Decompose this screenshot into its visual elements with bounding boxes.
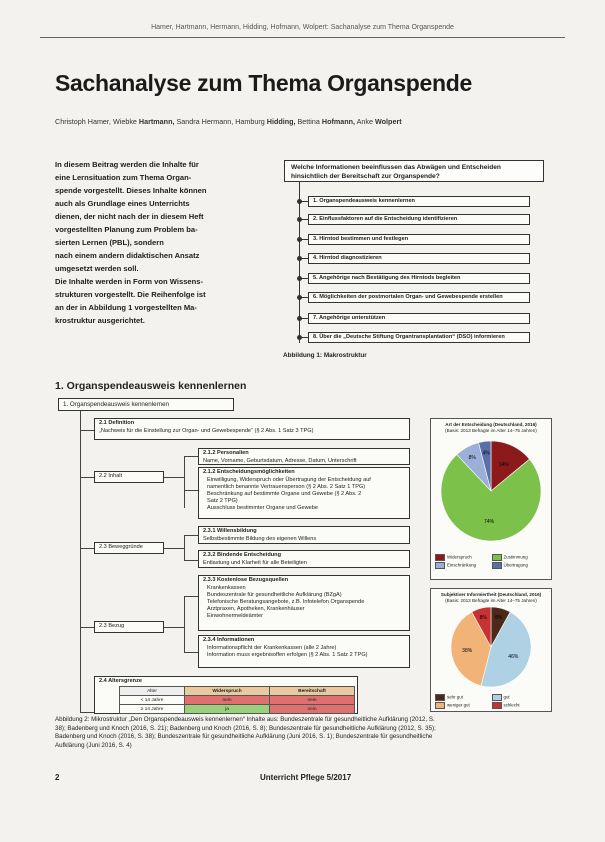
legend-swatch [492, 554, 502, 561]
node-title: 2.3.2 Bindende Entscheidung [203, 552, 282, 558]
pie-data-label: 8% [479, 614, 487, 621]
intro-line: krostruktur ausgerichtet. [55, 316, 145, 325]
intro-line: an der in Abbildung 1 vorgestellten Ma- [55, 303, 197, 312]
makro-node-dot [297, 295, 302, 300]
intro-line: eine Lernsituation zum Thema Organ- [55, 173, 192, 182]
author: Hartmann, [138, 117, 175, 126]
makro-item-5: 5. Angehörige nach Bestätigung des Hirntods begleiten [308, 273, 530, 284]
pie-data-label: 8% [495, 614, 503, 621]
intro-line: spende vorgestellt. Dieses Inhalte können [55, 186, 207, 195]
intro-line: In diesem Beitrag werden die Inhalte für [55, 160, 199, 169]
makro-node-dot [297, 276, 302, 281]
node-text: „Nachweis für die Einstellung zur Organ- und Gewebespende“ (§ 2 Abs. 1 Satz 3 TPG) [99, 428, 314, 434]
age-col-header: Bereitschaft [270, 687, 355, 696]
makro-item-4: 4. Hirntod diagnostizieren [308, 253, 530, 264]
age-col-header: Alter [120, 687, 185, 696]
age-table [119, 686, 355, 714]
node-willensbildung [198, 526, 410, 544]
author: Hidding, [266, 117, 296, 126]
caption-line: Abbildung 2: Mikrostruktur „Den Organspendeausweis kennenlernen“ Inhalte aus: Bundeszentrale für gesundheitliche Aufklärung (2012, S. [55, 716, 435, 723]
intro-line: dienen, der nicht nach der in diesem Heft [55, 212, 204, 221]
node-title: 2.3 Bezug [99, 623, 125, 629]
connector [184, 596, 185, 652]
author: Sandra Hermann, [176, 117, 234, 126]
pie-data-label: 14% [498, 461, 509, 468]
node-text: Arztpraxen, Apotheken, Krankenhäuser [207, 606, 305, 612]
makro-item-7: 7. Angehörige unterstützen [308, 313, 530, 324]
node-personalien [198, 448, 410, 465]
legend-label: gut [503, 694, 510, 700]
connector [80, 627, 94, 628]
node-text: Informationspflicht der Krankenkassen (alle 2 Jahre) [207, 645, 337, 651]
age-col-header: Widerspruch [185, 687, 270, 696]
mikro-root-box: 1. Organspendeausweis kennenlernen [58, 398, 234, 411]
legend-item [492, 702, 548, 709]
node-2-2-inhalt [94, 471, 164, 483]
connector [164, 548, 184, 549]
pie-chart-1 [431, 433, 551, 549]
connector [184, 535, 185, 560]
legend-label: Zustimmung [503, 554, 528, 560]
page-title: Sachanalyse zum Thema Organspende [55, 70, 473, 96]
intro-line: vorgestellten Planung zum Problem ba- [55, 225, 198, 234]
caption-line: Badenberg und Knoch (2016, S. 38); Bundeszentrale für gesundheitliche Aufklärung (Juni 2016, S. 1); Bundeszentrale für gesundheitliche [55, 733, 433, 741]
connector [164, 627, 184, 628]
chart-title: Subjektiver Informiertheit (Deutschland, 2016) [440, 592, 542, 597]
makro-node-dot [297, 237, 302, 242]
pie-data-label: 38% [462, 648, 473, 655]
node-text: Einwohnermeldeämter [207, 613, 263, 619]
chart-legend [431, 554, 551, 569]
figure-1-caption: Abbildung 1: Makrostruktur [283, 352, 367, 359]
makro-node-dot [297, 256, 302, 261]
intro-line: Die Inhalte werden in Form von Wissens- [55, 277, 204, 286]
node-title: 2.3.4 Informationen [203, 637, 255, 643]
makro-item-3: 3. Hirntod bestimmen und festlegen [308, 234, 530, 245]
chart-subtitle: (Basis: 2013 Befragte im Alter 14–75 Jahren) [445, 597, 537, 603]
makro-question-box: Welche Informationen beeinflussen das Abwägen und Entscheiden hinsichtlich der Bereitschaft zur Organspende? [284, 160, 544, 182]
age-cell: < 14 Jahre [120, 696, 185, 705]
node-text: Ausschluss bestimmter Organe und Gewebe [207, 505, 318, 511]
node-2-3-beweggruende [94, 542, 164, 554]
node-title: 2.3 Beweggründe [99, 544, 143, 550]
caption-line: 38); Badenberg und Knoch (2016, S. 21); Badenberg und Knoch (2016, S. 8); Bundeszentrale für gesundheitliche Aufklärung (2012, S. 35); [55, 724, 436, 732]
age-cell: nein [185, 696, 270, 705]
connector [184, 456, 185, 508]
legend-swatch [492, 702, 502, 709]
legend-item [435, 562, 491, 569]
header-rule [40, 37, 565, 38]
connector [184, 560, 198, 561]
page-number: 2 [55, 773, 60, 782]
legend-item [435, 694, 491, 701]
figure-2-caption [55, 716, 575, 750]
legend-label: Einschränkung [447, 562, 477, 568]
author: Wiebke [112, 117, 139, 126]
connector [80, 477, 94, 478]
author-list [55, 117, 402, 126]
legend-item [492, 554, 548, 561]
connector [164, 477, 184, 478]
author: Anke [356, 117, 376, 126]
node-altersgrenze [94, 676, 358, 714]
legend-swatch [435, 562, 445, 569]
node-text: Entlastung und Klarheit für alle Beteiligten [203, 560, 307, 566]
node-text: namentlich benannte Vertrauensperson (§ 2 Abs. 2 Satz 1 TPG) [207, 484, 366, 490]
intro-line: auch als Grundlage eines Unterrichts [55, 199, 190, 208]
legend-item [435, 702, 491, 709]
makro-node-dot [297, 217, 302, 222]
chart-subtitle: (Basis: 2013 Befragte im Alter 14–75 Jahren) [445, 427, 537, 433]
connector [184, 535, 198, 536]
intro-line: strukturen vorgestellt. Die Reihenfolge ist [55, 290, 206, 299]
author: Hamburg [235, 117, 267, 126]
node-bezugsquellen [198, 575, 410, 631]
node-title: 2.3.3 Kostenlose Bezugsquellen [203, 577, 289, 583]
connector [80, 548, 94, 549]
node-title: 2.3.1 Willensbildung [203, 528, 257, 534]
node-text: Name, Vorname, Geburtsdatum, Adresse, Datum, Unterschrift [203, 458, 357, 464]
legend-item [492, 562, 548, 569]
node-text: Selbstbestimmte Bildung des eigenen Willens [203, 536, 317, 542]
pie-data-label: 4% [482, 450, 490, 457]
pie-data-label: 74% [484, 518, 495, 525]
intro-line: umgesetzt werden soll. [55, 264, 139, 273]
age-cell: ≥ 14 Jahre [120, 705, 185, 714]
node-informationen [198, 635, 410, 668]
legend-label: schlecht [503, 702, 520, 708]
node-title: 2.1.2 Entscheidungsmöglichkeiten [203, 469, 295, 475]
author: Hofmann, [321, 117, 356, 126]
connector [184, 490, 198, 491]
age-cell: ja [185, 705, 270, 714]
makro-item-2: 2. Einflussfaktoren auf die Entscheidung identifizieren [308, 214, 530, 225]
legend-item [492, 694, 548, 701]
makro-node-dot [297, 316, 302, 321]
makro-node-dot [297, 335, 302, 340]
legend-label: Übertragung [503, 562, 528, 568]
journal-title: Unterricht Pflege 5/2017 [260, 773, 352, 782]
legend-label: weniger gut [447, 702, 470, 708]
makro-item-8: 8. Über die „Deutsche Stiftung Organtransplantation“ (DSO) informieren [308, 332, 530, 343]
caption-line: Aufklärung (Juni 2016, S. 4) [55, 741, 132, 749]
node-text: Information muss ergebnisoffen erfolgen (§ 2 Abs. 1 Satz 2 TPG) [207, 652, 368, 658]
legend-swatch [492, 562, 502, 569]
node-title: 2.4 Altersgrenze [99, 678, 143, 684]
connector [184, 456, 198, 457]
node-text: Beschränkung auf bestimmte Organe und Gewebe (§ 2 Abs. 2 [207, 491, 362, 497]
makro-item-1: 1. Organspendeausweis kennenlernen [308, 196, 530, 207]
legend-item [435, 554, 491, 561]
pie-chart-2 [431, 603, 551, 689]
node-text: Satz 2 TPG) [207, 498, 238, 504]
node-text: Bundeszentrale für gesundheitliche Aufklärung (BZgA) [207, 592, 342, 598]
legend-label: sehr gut [447, 694, 463, 700]
intro-line: sierten Lernen (PBL), sondern [55, 238, 164, 247]
node-2-4-bezug [94, 621, 164, 633]
connector [184, 652, 198, 653]
legend-swatch [435, 702, 445, 709]
connector [184, 596, 198, 597]
chart-title: Art der Entscheidung (Deutschland, 2016) [445, 422, 537, 427]
legend-swatch [435, 554, 445, 561]
section-heading: 1. Organspendeausweis kennenlernen [55, 380, 247, 392]
legend-swatch [435, 694, 445, 701]
node-title: 2.1 Definition [99, 420, 135, 426]
age-cell: nein [270, 705, 355, 714]
node-title: 2.2 Inhalt [99, 473, 123, 479]
age-cell: nein [270, 696, 355, 705]
running-header: Hamer, Hartmann, Hermann, Hidding, Hofmann, Wolpert: Sachanalyse zum Thema Organspende [151, 24, 454, 31]
author: Christoph Hamer, [55, 117, 111, 126]
chart-1-panel [430, 418, 552, 580]
pie-data-label: 8% [468, 454, 476, 461]
chart-legend [431, 694, 551, 709]
intro-line: nach einem andern didaktischen Ansatz [55, 251, 200, 260]
author: Wolpert [375, 117, 402, 126]
legend-swatch [492, 694, 502, 701]
node-text: Krankenkassen [207, 585, 246, 591]
makro-node-dot [297, 199, 302, 204]
node-entscheidungsmoeglichkeiten [198, 467, 410, 519]
connector [80, 712, 94, 713]
node-text: Telefonische Beratungsangebote, z.B. Infotelefon Organspende [207, 599, 365, 605]
intro-paragraph [55, 158, 260, 327]
legend-label: Widerspruch [447, 554, 472, 560]
makro-item-6: 6. Möglichkeiten der postmortalen Organ- und Gewebespende erstellen [308, 292, 530, 303]
node-2-1-definition [94, 418, 410, 440]
pie-data-label: 46% [508, 653, 519, 660]
connector [80, 430, 94, 431]
node-title: 2.1.2 Personalien [203, 450, 249, 456]
node-bindende-entscheidung [198, 550, 410, 568]
node-text: Einwilligung, Widerspruch oder Übertragung der Entscheidung auf [207, 477, 371, 483]
mikro-trunk [80, 411, 81, 713]
author: Bettina [297, 117, 322, 126]
chart-2-panel [430, 588, 552, 712]
